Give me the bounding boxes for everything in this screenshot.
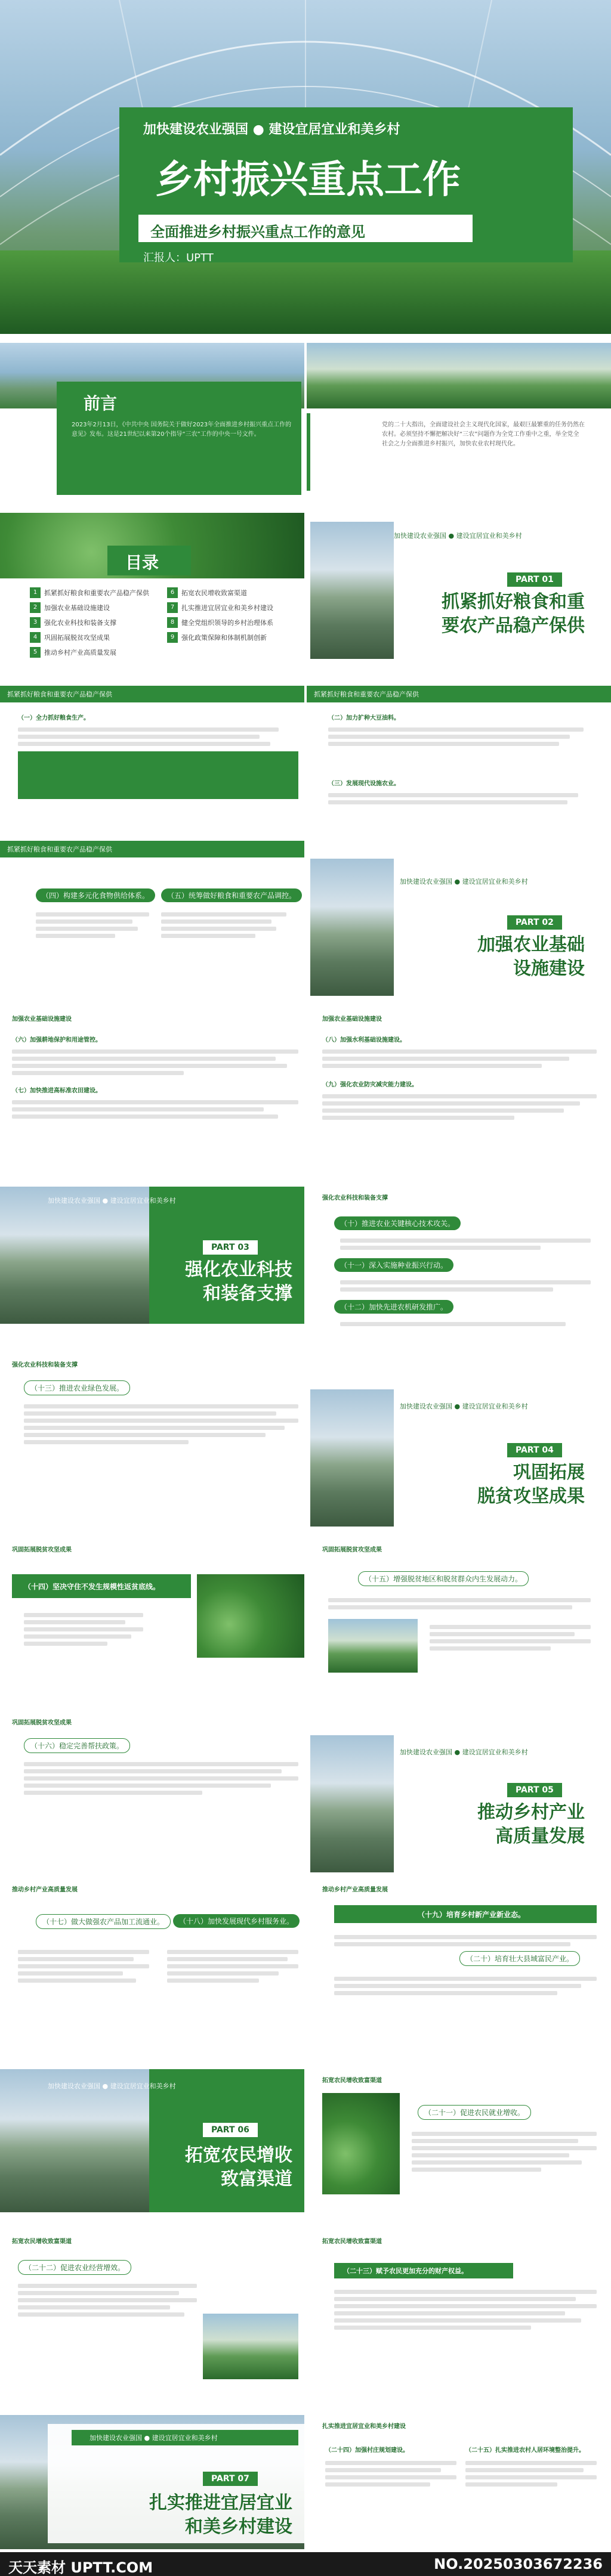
s6b-text xyxy=(18,2281,197,2320)
part7-tag: PART 07 xyxy=(203,2472,258,2486)
preface-title: 前言 xyxy=(84,394,118,413)
s5c-text xyxy=(334,1932,597,1949)
s6-image xyxy=(322,2093,400,2194)
s2b-title: （七）加快推进高标准农田建设。 xyxy=(12,1088,101,1094)
s1d-text xyxy=(36,909,149,941)
part2-title-1: 加强农业基础 xyxy=(477,934,585,955)
s2a-title: （六）加强耕地保护和用途管控。 xyxy=(12,1037,101,1044)
part6-title-1: 拓宽农民增收 xyxy=(185,2145,292,2166)
s6c-text xyxy=(334,2287,597,2333)
s6a-text xyxy=(412,2129,597,2175)
toc-item-2[interactable]: 2 加强农业基础设施建设 xyxy=(30,602,110,613)
s6-header-right: 拓宽农民增收致富渠道 xyxy=(322,2238,382,2245)
part3-slogan: 加快建设农业强国 ● 建设宜居宜业和美乡村 xyxy=(48,1197,176,1205)
part7-title-1: 扎实推进宜居宜业 xyxy=(149,2493,292,2513)
s1-header-2: 抓紧抓好粮食和重要农产品稳产保供 xyxy=(0,841,304,857)
watermark-right: NO.20250303672236 xyxy=(434,2556,603,2572)
s5b-pill: （十八）加快发展现代乡村服务业。 xyxy=(173,1914,300,1928)
part1-image xyxy=(310,522,394,659)
part2-slogan: 加快建设农业强国 ● 建设宜居宜业和美乡村 xyxy=(400,878,528,886)
toc-item-1[interactable]: 1 抓紧抓好粮食和重要农产品稳产保供 xyxy=(30,587,149,598)
s3-header: 强化农业科技和装备支撑 xyxy=(322,1195,388,1202)
preface-accent xyxy=(307,413,310,491)
s5-header: 推动乡村产业高质量发展 xyxy=(12,1887,78,1893)
s2d-text xyxy=(322,1091,597,1123)
part1-slogan: 加快建设农业强国 ● 建设宜居宜业和美乡村 xyxy=(394,532,522,540)
s6-header: 拓宽农民增收致富渠道 xyxy=(322,2077,382,2084)
s4c-pill: （十六）稳定完善帮扶政策。 xyxy=(24,1738,130,1753)
s3c-text xyxy=(340,1319,591,1329)
cover-subtitle: 全面推进乡村振兴重点工作的意见 xyxy=(150,224,365,240)
s1d-pill: （四）构建多元化食物供给体系。 xyxy=(36,888,155,902)
part6-title-2: 致富渠道 xyxy=(221,2169,292,2190)
part1-title-1: 抓紧抓好粮食和重 xyxy=(442,592,585,612)
s1-header-right: 抓紧抓好粮食和重要农产品稳产保供 xyxy=(307,686,611,702)
s1b-text xyxy=(328,724,597,749)
s5d-text xyxy=(334,1974,597,1998)
toc-item-9[interactable]: 9 强化政策保障和体制机制创新 xyxy=(167,632,267,643)
s1e-pill: （五）统筹做好粮食和重要农产品调控。 xyxy=(161,888,302,902)
part5-tag: PART 05 xyxy=(507,1783,562,1797)
s4b-text xyxy=(328,1595,591,1612)
s7b-text xyxy=(465,2458,597,2490)
toc-item-7[interactable]: 7 扎实推进宜居宜业和美乡村建设 xyxy=(167,602,273,613)
part4-slogan: 加快建设农业强国 ● 建设宜居宜业和美乡村 xyxy=(400,1402,528,1410)
s4a-text xyxy=(24,1610,143,1649)
s3d-text xyxy=(24,1401,298,1447)
s4b-text-2 xyxy=(430,1622,591,1654)
s3a-pill: （十）推进农业关键核心技术攻关。 xyxy=(334,1216,461,1230)
preface-text-1: 2023年2月13日，《中共中央 国务院关于做好2023年全面推进乡村振兴重点工作的意见》发布。这是21世纪以来第20个指导“三农”工作的中央一号文件。 xyxy=(72,422,292,438)
s5a-text xyxy=(18,1947,149,1986)
part4-title-2: 脱贫攻坚成果 xyxy=(477,1486,585,1507)
s3d-pill: （十三）推进农业绿色发展。 xyxy=(24,1380,130,1395)
s4b-pill: （十五）增强脱贫地区和脱贫群众内生发展动力。 xyxy=(358,1571,529,1586)
s4a-title: （十四）坚决守住不发生规模性返贫底线。 xyxy=(24,1583,161,1591)
s1e-text xyxy=(161,909,286,941)
cover-reporter: 汇报人：UPTT xyxy=(143,252,214,264)
s2-header-right: 加强农业基础设施建设 xyxy=(322,1016,382,1023)
crop-rows xyxy=(0,250,611,334)
part4-title-1: 巩固拓展 xyxy=(513,1462,585,1483)
toc-item-4[interactable]: 4 巩固拓展脱贫攻坚成果 xyxy=(30,632,110,643)
toc-item-3[interactable]: 3 强化农业科技和装备支撑 xyxy=(30,617,116,628)
toc-item-8[interactable]: 8 健全党组织领导的乡村治理体系 xyxy=(167,617,273,628)
s3b-text xyxy=(340,1277,591,1295)
s6b-image xyxy=(203,2314,298,2379)
s4-header-3: 巩固拓展脱贫攻坚成果 xyxy=(12,1720,72,1726)
s4-header-right: 巩固拓展脱贫攻坚成果 xyxy=(322,1547,382,1553)
s4-image xyxy=(197,1574,304,1658)
s2c-title: （八）加强水利基础设施建设。 xyxy=(322,1037,406,1044)
part2-image xyxy=(310,859,394,996)
preface-slide xyxy=(0,343,611,507)
s7-header: 扎实推进宜居宜业和美乡村建设 xyxy=(322,2423,406,2430)
s1a-box xyxy=(18,751,298,799)
s2a-text xyxy=(12,1046,298,1078)
toc-title: 目录 xyxy=(125,553,159,572)
watermark-left: 天天素材 UPTT.COM xyxy=(8,2559,153,2576)
part6-slogan: 加快建设农业强国 ● 建设宜居宜业和美乡村 xyxy=(48,2082,176,2090)
s6a-pill: （二十一）促进农民就业增收。 xyxy=(418,2105,531,2120)
part5-title-2: 高质量发展 xyxy=(495,1826,585,1847)
s1a-title: （一）全力抓好粮食生产。 xyxy=(18,715,90,722)
part3-tag: PART 03 xyxy=(203,1240,258,1255)
s3c-pill: （十二）加快先进农机研发推广。 xyxy=(334,1300,453,1314)
s1c-text xyxy=(328,790,597,807)
part3-title-1: 强化农业科技 xyxy=(185,1259,292,1280)
toc-item-5[interactable]: 5 推动乡村产业高质量发展 xyxy=(30,647,116,658)
s4c-text xyxy=(24,1759,298,1798)
part7-title-2: 和美乡村建设 xyxy=(185,2516,292,2537)
cover-slogan: 加快建设农业强国 ● 建设宜居宜业和美乡村 xyxy=(143,122,400,137)
s7b-title: （二十五）扎实推进农村人居环境整治提升。 xyxy=(465,2447,585,2454)
s6c-title: （二十三）赋予农民更加充分的财产权益。 xyxy=(343,2267,468,2275)
part1-tag: PART 01 xyxy=(507,572,562,587)
part2-title-2: 设施建设 xyxy=(513,958,585,979)
s5d-pill: （二十）培育壮大县域富民产业。 xyxy=(459,1951,580,1966)
part5-title-1: 推动乡村产业 xyxy=(477,1802,585,1823)
s4b-image xyxy=(328,1619,418,1673)
s7a-title: （二十四）加强村庄规划建设。 xyxy=(325,2447,409,2454)
s2b-text xyxy=(12,1097,298,1122)
part6-tag: PART 06 xyxy=(203,2123,258,2137)
s5a-pill: （十七）做大做强农产品加工流通业。 xyxy=(36,1914,171,1929)
part7-slogan: 加快建设农业强国 ● 建设宜居宜业和美乡村 xyxy=(90,2434,218,2442)
s4-header: 巩固拓展脱贫攻坚成果 xyxy=(12,1547,72,1553)
s2d-title: （九）强化农业防灾减灾能力建设。 xyxy=(322,1082,418,1088)
s2c-text xyxy=(322,1046,597,1071)
toc-item-6[interactable]: 6 拓宽农民增收致富渠道 xyxy=(167,587,247,598)
watermark-bar xyxy=(0,2552,611,2576)
s5-header-right: 推动乡村产业高质量发展 xyxy=(322,1887,388,1893)
s1c-title: （三）发展现代设施农业。 xyxy=(328,781,400,787)
part1-title-2: 要农产品稳产保供 xyxy=(442,615,585,636)
s3-header-2: 强化农业科技和装备支撑 xyxy=(12,1362,78,1368)
part3-title-2: 和装备支撑 xyxy=(203,1283,292,1304)
cover-title: 乡村振兴重点工作 xyxy=(155,158,461,202)
s2-header-left: 加强农业基础设施建设 xyxy=(12,1016,72,1023)
s1b-title: （二）加力扩种大豆油料。 xyxy=(328,715,400,722)
s1a-text xyxy=(18,724,292,749)
preface-text-2: 党的二十大指出，全面建设社会主义现代化国家，最艰巨最繁重的任务仍然在农村。必须坚持不懈把解决好“三农”问题作为全党工作重中之重，举全党全社会之力全面推进乡村振兴，加快农业农村现代化。 xyxy=(382,422,585,447)
s3a-text xyxy=(340,1236,591,1253)
part4-image xyxy=(310,1389,394,1527)
s5b-text xyxy=(167,1947,298,1986)
s1-header: 抓紧抓好粮食和重要农产品稳产保供 xyxy=(0,686,304,702)
part5-image xyxy=(310,1735,394,1872)
s7a-text xyxy=(325,2458,456,2490)
s6b-pill: （二十二）促进农业经营增效。 xyxy=(18,2260,131,2275)
part4-tag: PART 04 xyxy=(507,1443,562,1457)
s6-header-2: 拓宽农民增收致富渠道 xyxy=(12,2238,72,2245)
part2-tag: PART 02 xyxy=(507,915,562,930)
s5c-title: （十九）培育乡村新产业新业态。 xyxy=(418,1911,526,1919)
s3b-pill: （十一）深入实施种业振兴行动。 xyxy=(334,1258,453,1272)
part5-slogan: 加快建设农业强国 ● 建设宜居宜业和美乡村 xyxy=(400,1748,528,1756)
preface-image-right xyxy=(307,343,611,408)
